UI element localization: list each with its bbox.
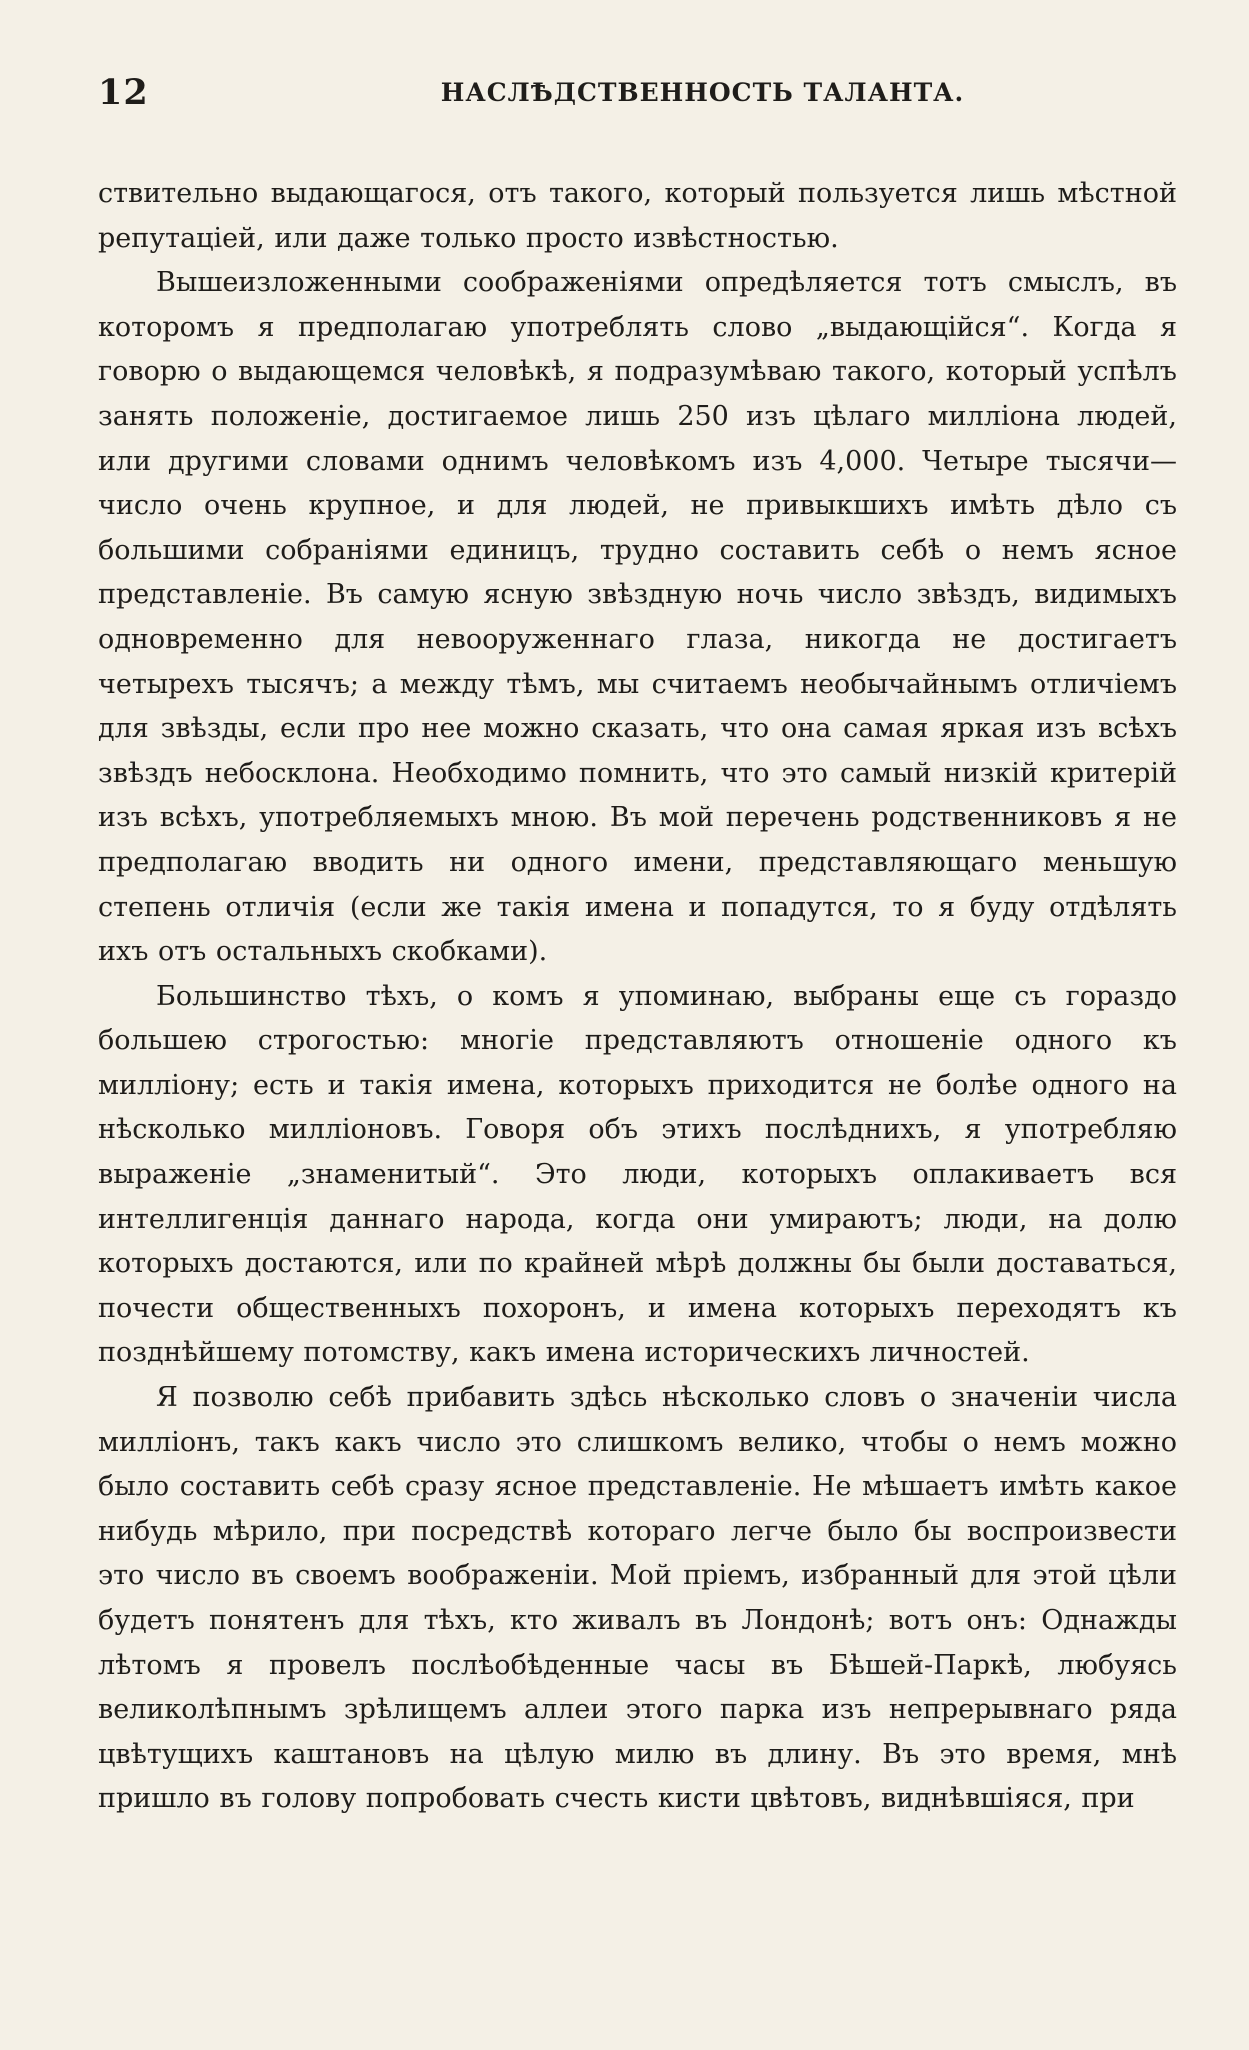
- running-title: НАСЛѢДСТВЕННОСТЬ ТАЛАНТА.: [440, 78, 965, 107]
- paragraph-continuation: ствительно выдающагося, отъ такого, который пользуется лишь мѣстной репутаціей, или даже только просто извѣстностью.: [98, 178, 1177, 254]
- paragraph: Вышеизложенными соображеніями опредѣляется тотъ смыслъ, въ которомъ я предполагаю употреблять слово „выдающійся“. Когда я говорю о выдающемся человѣкѣ, я подразумѣваю такого, который успѣлъ занять положеніе, достигаемое лишь 250 изъ цѣлаго милліона людей, или другими словами однимъ человѣкомъ изъ 4,000. Четыре тысячи—число очень крупное, и для людей, не привыкшихъ имѣть дѣло съ большими собраніями единицъ, трудно составить себѣ о немъ ясное представленіе. Въ самую ясную звѣздную ночь число звѣздъ, видимыхъ одновременно для невооруженнаго глаза, никогда не достигаетъ четырехъ тысячъ; а между тѣмъ, мы считаемъ необычайнымъ отличіемъ для звѣзды, если про нее можно сказать, что она самая яркая изъ всѣхъ звѣздъ небосклона. Необходимо помнить, что это самый низкій критерій изъ всѣхъ, употребляемыхъ мною. Въ мой перечень родственниковъ я не предполагаю вводить ни одного имени, представляющаго меньшую степень отличія (если же такія имена и попадутся, то я буду отдѣлять ихъ отъ остальныхъ скобками).: [98, 267, 1177, 968]
- paragraph: Я позволю себѣ прибавить здѣсь нѣсколько словъ о значеніи числа милліонъ, такъ какъ число это слишкомъ велико, чтобы о немъ можно было составить себѣ сразу ясное представленіе. Не мѣшаетъ имѣть какое нибудь мѣрило, при посредствѣ котораго легче было бы воспроизвести это число въ своемъ воображеніи. Мой пріемъ, избранный для этой цѣли будетъ понятенъ для тѣхъ, кто живалъ въ Лондонѣ; вотъ онъ: Однажды лѣтомъ я провелъ послѣобѣденные часы въ Бѣшей-Паркѣ, любуясь великолѣпнымъ зрѣлищемъ аллеи этого парка изъ непрерывнаго ряда цвѣтущихъ каштановъ на цѣлую милю въ длину. Въ это время, мнѣ пришло въ голову попробовать счесть кисти цвѣтовъ, виднѣвшіяся, при: [98, 1382, 1177, 1815]
- body-text: [98, 172, 1177, 1822]
- running-head: [98, 70, 1177, 116]
- page-number: 12: [98, 72, 149, 113]
- paragraph: Большинство тѣхъ, о комъ я упоминаю, выбраны еще съ гораздо большею строгостью: многіе представляютъ отношеніе одного къ милліону; есть и такія имена, которыхъ приходится не болѣе одного на нѣсколько милліоновъ. Говоря объ этихъ послѣднихъ, я употребляю выраженіе „знаменитый“. Это люди, которыхъ оплакиваетъ вся интеллигенція даннаго народа, когда они умираютъ; люди, на долю которыхъ достаются, или по крайней мѣрѣ должны бы были доставаться, почести общественныхъ похоронъ, и имена которыхъ переходятъ къ позднѣйшему потомству, какъ имена историческихъ личностей.: [98, 980, 1177, 1369]
